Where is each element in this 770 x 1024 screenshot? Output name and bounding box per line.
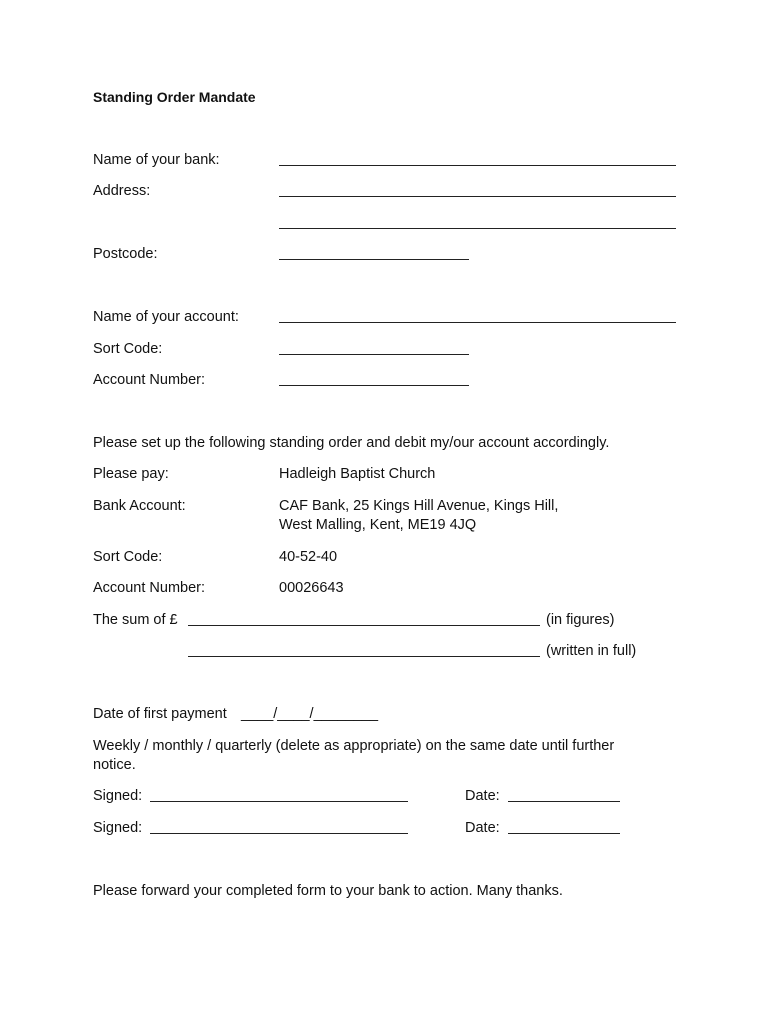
- please-pay-value: Hadleigh Baptist Church: [279, 466, 436, 482]
- payee-account-number-value: 00026643: [279, 580, 344, 596]
- sum-written-label: (written in full): [546, 643, 637, 659]
- bank-account-line-1: CAF Bank, 25 Kings Hill Avenue, Kings Hill,: [279, 498, 559, 514]
- frequency-text-line-2: notice.: [93, 757, 136, 773]
- sum-written-field[interactable]: [188, 642, 540, 657]
- frequency-text-line-1: Weekly / monthly / quarterly (delete as appropriate) on the same date until further: [93, 738, 615, 754]
- address-label: Address:: [93, 183, 151, 199]
- account-name-label: Name of your account:: [93, 309, 239, 325]
- bank-account-line-2: West Malling, Kent, ME19 4JQ: [279, 517, 477, 533]
- please-pay-label: Please pay:: [93, 466, 169, 482]
- sum-label: The sum of £: [93, 612, 178, 628]
- payee-sort-code-label: Sort Code:: [93, 549, 163, 565]
- sort-code-field[interactable]: [279, 340, 469, 355]
- payee-account-number-label: Account Number:: [93, 580, 206, 596]
- instruction-text: Please set up the following standing order and debit my/our account accordingly.: [93, 435, 610, 451]
- account-number-label: Account Number:: [93, 372, 206, 388]
- sum-figures-label: (in figures): [546, 612, 615, 628]
- signature-field-1[interactable]: [150, 787, 408, 802]
- account-name-field[interactable]: [279, 308, 676, 323]
- signature-field-2[interactable]: [150, 819, 408, 834]
- address-field-line-1[interactable]: [279, 182, 676, 197]
- payee-sort-code-value: 40-52-40: [279, 549, 338, 565]
- signed-label-2: Signed:: [93, 820, 143, 836]
- sort-code-label: Sort Code:: [93, 341, 163, 357]
- date-field-2[interactable]: [508, 819, 620, 834]
- bank-name-field[interactable]: [279, 151, 676, 166]
- signed-label-1: Signed:: [93, 788, 143, 804]
- date-field-1[interactable]: [508, 787, 620, 802]
- date-label-2: Date:: [465, 820, 500, 836]
- postcode-field[interactable]: [279, 245, 469, 260]
- date-label-1: Date:: [465, 788, 500, 804]
- postcode-label: Postcode:: [93, 246, 158, 262]
- address-field-line-2[interactable]: [279, 214, 676, 229]
- bank-account-label: Bank Account:: [93, 498, 186, 514]
- sum-figures-field[interactable]: [188, 611, 540, 626]
- account-number-field[interactable]: [279, 371, 469, 386]
- page-title: Standing Order Mandate: [93, 89, 256, 105]
- footer-note: Please forward your completed form to your bank to action. Many thanks.: [93, 883, 563, 899]
- first-payment-label: Date of first payment: [93, 706, 227, 722]
- bank-name-label: Name of your bank:: [93, 152, 220, 168]
- first-payment-date-field[interactable]: ____/____/________: [241, 706, 379, 722]
